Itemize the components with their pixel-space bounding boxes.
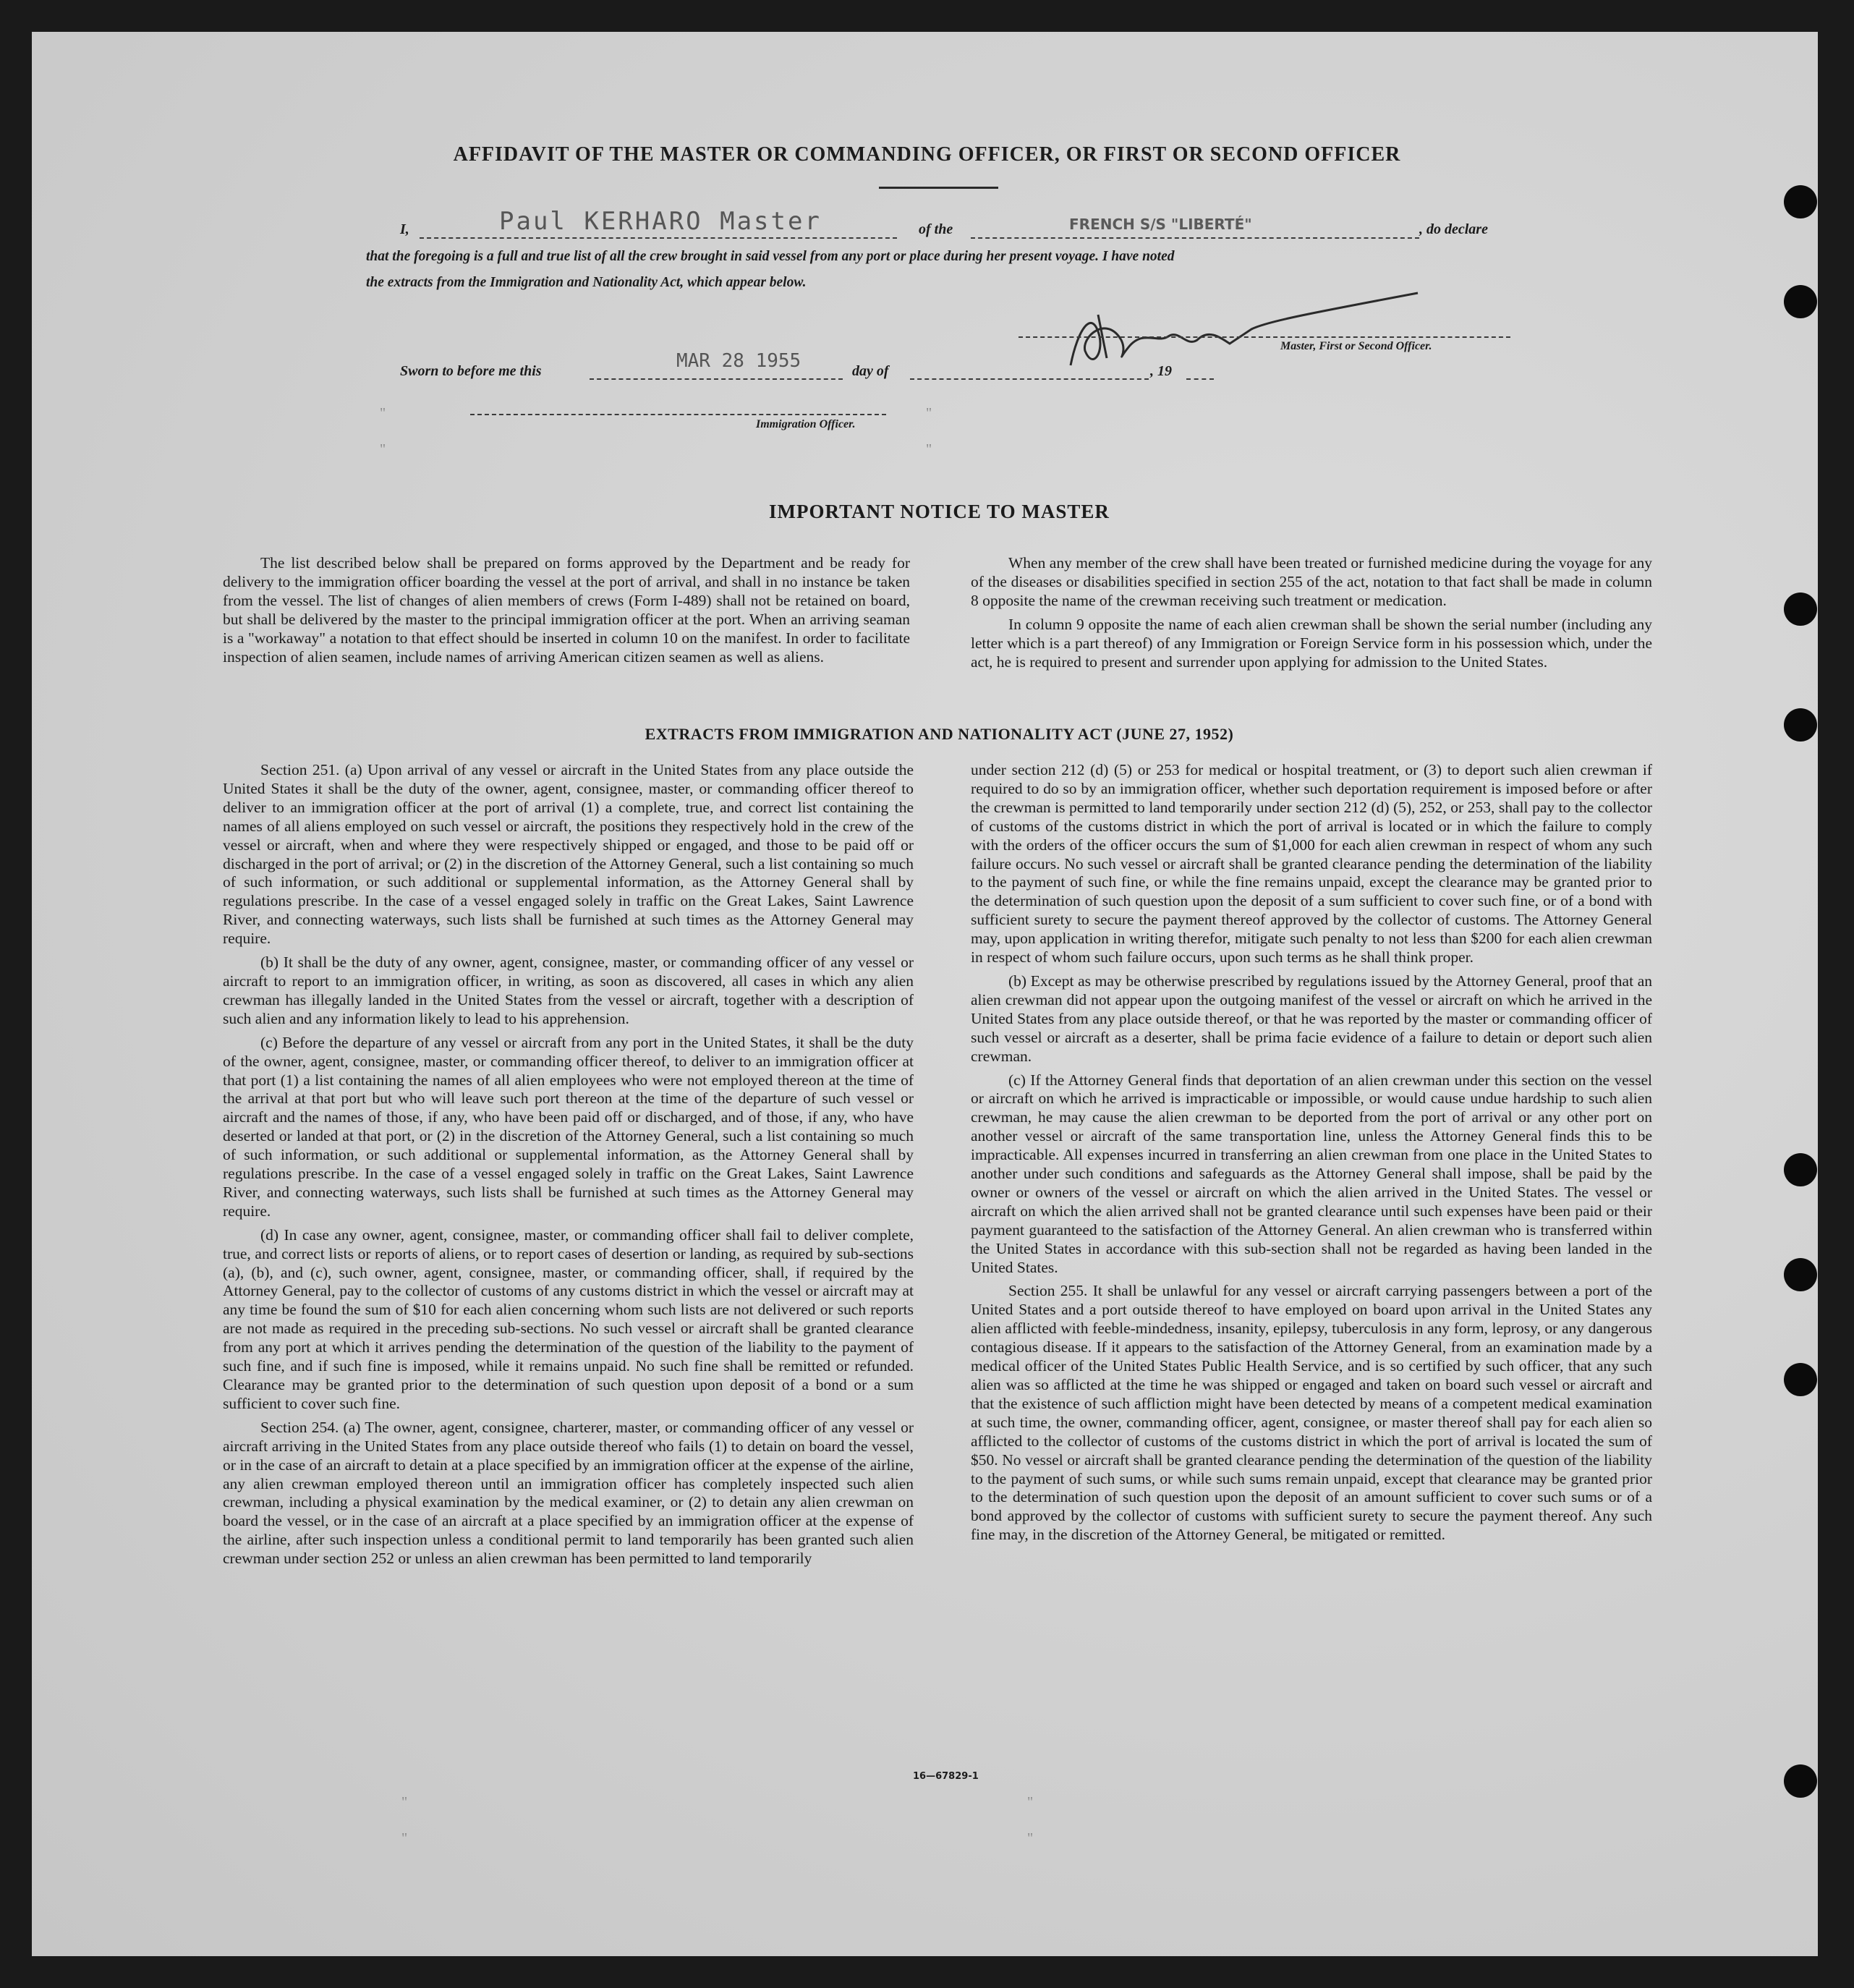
i-label: I,	[400, 221, 409, 237]
binder-hole	[1784, 1363, 1817, 1396]
binder-hole	[1784, 592, 1817, 626]
extracts-left-column	[223, 761, 914, 1573]
bleed-through-mark: "	[380, 441, 386, 457]
binder-hole	[1784, 285, 1817, 318]
year-line	[1186, 360, 1214, 380]
bleed-through-mark: "	[401, 1794, 408, 1810]
sworn-date-stamp: MAR 28 1955	[676, 350, 801, 372]
year-label: , 19	[1150, 363, 1172, 379]
section-254-a: Section 254. (a) The owner, agent, consignee, charterer, master, or commanding officer of any vessel or aircraft arriving in the United States from any place outside thereof who fails (1) to detain on board the vessel, or in the case of an aircraft to detain at a place specified by an immigration officer at the expense of the airline, any alien crewman employed thereon until an immigration officer has completely inspected such alien crewman, including a physical examination by the medical examiner, or (2) to detain any alien crewman on board the vessel, or in the case of an aircraft at a place specified by an immigration officer at the expense of the airline, after such inspection unless a conditional permit to land temporarily has been granted such alien crewman under section 252 or unless an alien crewman has been permitted to land temporarily	[223, 1418, 914, 1568]
day-of-label: day of	[852, 363, 889, 379]
title-underline	[879, 187, 998, 189]
bleed-through-mark: "	[401, 1830, 408, 1846]
binder-hole	[1784, 1153, 1817, 1186]
extracts-heading: EXTRACTS FROM IMMIGRATION AND NATIONALITY ACT (JUNE 27, 1952)	[645, 725, 1234, 743]
section-254-b: (b) Except as may be otherwise prescribed by regulations issued by the Attorney General, proof that an alien crewman did not appear upon the outgoing manifest of the vessel or aircraft on which he arrived in the United States from any place outside thereof, or that he was reported by the master or commanding officer of such vessel or aircraft as a deserter, shall be prima facie evidence of a failure to detain or deport such alien crewman.	[971, 972, 1652, 1065]
binder-hole	[1784, 185, 1817, 218]
form-number: 16—67829-1	[913, 1771, 979, 1782]
affidavit-line-3: the extracts from the Immigration and Nationality Act, which appear below.	[366, 275, 807, 290]
binder-hole	[1784, 1258, 1817, 1291]
affidavit-line-2: that the foregoing is a full and true list of all the crew brought in said vessel from any port or place during her present voyage. I have noted	[366, 249, 1175, 264]
section-251-a: Section 251. (a) Upon arrival of any vessel or aircraft in the United States from any place outside the United States it shall be the duty of the owner, agent, consignee, master, or commanding officer thereof to deliver to an immigration officer at the port of arrival (1) a complete, true, and correct list containing the names of all aliens employed on such vessel or aircraft, the positions they respectively hold in the crew of the vessel or aircraft, when and where they were respectively shipped or engaged, and those to be paid off or discharged in the port of arrival; or (2) in the discretion of the Attorney General, such a list containing so much of such information, or such additional or supplemental information, as the Attorney General shall by regulations prescribe. In the case of a vessel engaged solely in traffic on the Great Lakes, Saint Lawrence River, and connecting waterways, such lists shall be furnished at such times as the Attorney General may require.	[223, 761, 914, 948]
notice-left-column	[223, 554, 910, 671]
bleed-through-mark: "	[380, 405, 386, 421]
binder-hole	[1784, 1764, 1817, 1798]
immigration-officer-line	[470, 399, 886, 415]
do-declare-label: , do declare	[1419, 221, 1488, 237]
section-251-d: (d) In case any owner, agent, consignee, master, or commanding officer shall fail to deliver complete, true, and correct lists or reports of aliens, or to report cases of desertion or landing, as required by sub-sections (a), (b), and (c), such owner, agent, consignee, master, or commanding officer, shall, if required by the Attorney General, pay to the collector of customs of any customs district in which the vessel or aircraft may at any time be found the sum of $10 for each alien concerning whom such lists are not delivered or such reports are not made as required in the preceding sub-sections. No such vessel or aircraft shall be granted clearance from any port at which it arrives pending the determination of the question of the liability to the payment of such fine, and if such fine is imposed, while it remains unpaid. No such fine shall be remitted or refunded. Clearance may be granted prior to the determination of such question upon deposit of a bond or a sum sufficient to cover such fine.	[223, 1225, 914, 1412]
signature-caption: Master, First or Second Officer.	[1280, 340, 1432, 352]
notice-right-text-1: When any member of the crew shall have been treated or furnished medicine during the voyage for any of the diseases or disabilities specified in section 255 of the act, notation to that fact shall be made in column 8 opposite the name of the crewman receiving such treatment or medication.	[971, 554, 1652, 609]
notice-right-text-2: In column 9 opposite the name of each alien crewman shall be shown the serial number (including any letter which is a part thereof) of any Immigration or Foreign Service form in his possession which, under the act, he is required to present and surrender upon applying for admission to the United States.	[971, 615, 1652, 671]
section-251-c: (c) Before the departure of any vessel or aircraft from any port in the United States, it shall be the duty of the owner, agent, consignee, master, or commanding officer thereof, to deliver to an immigration officer at that port (1) a list containing the names of all alien employees who were not employed thereon at the time of the arrival at that port but who will leave such port thereon at the time of the departure of such vessel or aircraft and the names of those, if any, who have been paid off or discharged, and of those, if any, who have deserted or landed at that port, or (2) in the discretion of the Attorney General, such a list containing so much of such information, or such additional or supplemental information, as the Attorney General shall by regulations prescribe. In the case of a vessel engaged solely in traffic on the Great Lakes, Saint Lawrence River, and connecting waterways, such lists shall be furnished at such times as the Attorney General may require.	[223, 1033, 914, 1220]
notice-left-text: The list described below shall be prepared on forms approved by the Department and be ready for delivery to the immigration officer boarding the vessel at the port of arrival, and shall in no instance be taken from the vessel. The list of changes of alien members of crews (Form I-489) shall not be retained on board, but shall be delivered by the master to the principal immigration officer at the port. When an arriving seaman is a "workaway" a notation to that effect should be inserted in column 10 on the manifest. In order to facilitate inspection of alien seamen, include names of arriving American citizen seamen as well as aliens.	[223, 554, 910, 666]
bleed-through-mark: "	[1027, 1830, 1034, 1846]
section-251-b: (b) It shall be the duty of any owner, agent, consignee, master, or commanding officer of any vessel or aircraft to report to an immigration officer, in writing, as soon as discovered, all cases in which any alien crewman has illegally landed in the United States from the vessel or aircraft, together with a description of such alien and any information likely to lead to his apprehension.	[223, 953, 914, 1027]
bleed-through-mark: "	[1027, 1794, 1034, 1810]
bleed-through-mark: "	[926, 441, 932, 457]
officer-caption: Immigration Officer.	[756, 418, 856, 430]
section-255: Section 255. It shall be unlawful for any vessel or aircraft carrying passengers between a port of the United States and a port outside thereof to have employed on board upon arrival in the United States any alien afflicted with feeble-mindedness, insanity, epilepsy, tuberculosis in any form, leprosy, or any dangerous contagious disease. If it appears to the satisfaction of the Attorney General, from an examination made by a medical officer of the United States Public Health Service, and is so certified by such officer, that any such alien was so afflicted at the time he was shipped or engaged and taken on board such vessel or aircraft and that the existence of such affliction might have been detected by means of a competent medical examination at such time, the owner, commanding officer, agent, consignee, or master thereof shall pay for each alien so afflicted to the collector of customs of the customs district in which the port of arrival is located the sum of $50. No vessel or aircraft shall be granted clearance pending the determination of the question of the liability to the payment of such sums, or while such sums remain unpaid, except that clearance may be granted prior to the determination of such question upon the deposit of an amount sufficient to cover such sums or of a bond approved by the collector of customs with sufficient surety to secure the payment thereof. Any such fine may, in the discretion of the Attorney General, be mitigated or remitted.	[971, 1282, 1652, 1544]
month-line	[910, 360, 1149, 380]
extracts-right-column	[971, 761, 1652, 1550]
notice-right-column	[971, 554, 1652, 676]
master-name: Paul KERHARO Master	[499, 207, 822, 236]
vessel-name: FRENCH S/S "LIBERTÉ"	[1069, 216, 1252, 233]
affidavit-title: AFFIDAVIT OF THE MASTER OR COMMANDING OFFICER, OR FIRST OR SECOND OFFICER	[453, 143, 1401, 166]
notice-heading: IMPORTANT NOTICE TO MASTER	[769, 501, 1110, 522]
section-254-a-cont: under section 212 (d) (5) or 253 for medical or hospital treatment, or (3) to deport such alien crewman if required to do so by an immigration officer, whether such deportation requirement is imposed before or after the crewman is permitted to land temporarily under section 212 (d) (5), 252, or 253, shall pay to the collector of customs of the customs district in which the port of arrival is located or in which the failure to comply with the orders of the officer occurs the sum of $1,000 for each alien crewman in respect of whom any such failure occurs. No such vessel or aircraft shall be granted clearance pending the determination of the liability to the payment of such fine, or while the fine remains unpaid, except the clearance may be granted prior to the determination of such question upon the deposit of a sum sufficient to cover such fine, or of a bond with sufficient surety to secure the payment thereof approved by the collector of customs. The Attorney General may, upon application in writing therefor, mitigate such penalty to not less than $200 for each alien crewman in respect of whom such failure occurs, upon such terms as he shall think proper.	[971, 761, 1652, 967]
section-254-c: (c) If the Attorney General finds that deportation of an alien crewman under this section on the vessel or aircraft on which he arrived is impracticable or impossible, or would cause undue hardship to such alien crewman, he may cause the alien crewman to be deported from the port of arrival or any other port on another vessel or aircraft of the same transportation line, unless the Attorney General finds this to be impracticable. All expenses incurred in transferring an alien crewman from one place in the United States to another under such conditions and safeguards as the Attorney General shall impose, shall be paid by the owner or owners of the vessel or aircraft on which the alien arrived in the United States. The vessel or aircraft on which the alien arrived shall not be granted clearance until such expenses have been paid or their payment guaranteed to the satisfaction of the Attorney General. An alien crewman who is transferred within the United States in accordance with this sub-section shall not be regarded as having been landed in the United States.	[971, 1071, 1652, 1276]
bleed-through-mark: "	[926, 405, 932, 421]
signature-line	[1019, 322, 1510, 338]
sworn-label: Sworn to before me this	[400, 363, 542, 379]
of-the-label: of the	[919, 221, 953, 237]
